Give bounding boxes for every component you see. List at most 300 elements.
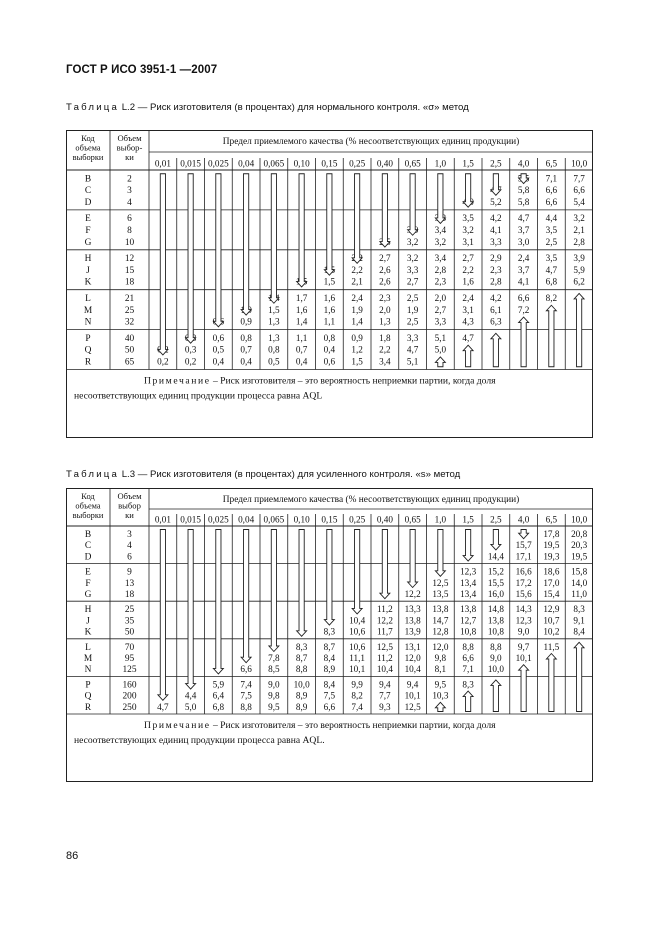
size-header-label: ки xyxy=(125,152,134,163)
risk-value: 0,4 xyxy=(323,344,336,355)
risk-value: 9,8 xyxy=(268,690,280,701)
risk-value: 2,7 xyxy=(434,304,447,315)
risk-value: 8,7 xyxy=(295,653,308,663)
aql-value: 0,40 xyxy=(376,514,393,525)
risk-value: 1,8 xyxy=(379,332,391,343)
code-letter: L xyxy=(85,293,91,304)
risk-value: 3,3 xyxy=(490,236,502,247)
risk-value: 11,0 xyxy=(571,589,587,599)
risk-value: 5,1 xyxy=(434,332,447,343)
risk-value: 0,8 xyxy=(240,332,252,343)
risk-value: 9,7 xyxy=(517,641,530,652)
aql-value: 1,0 xyxy=(434,514,447,525)
risk-value: 10,4 xyxy=(349,615,366,626)
risk-value: 9,4 xyxy=(406,679,419,690)
sample-size: 95 xyxy=(124,654,135,664)
code-header-label: выборки xyxy=(72,511,104,521)
risk-value: 1,6 xyxy=(323,292,336,303)
aql-value: 0,065 xyxy=(263,158,285,169)
risk-value: 12,5 xyxy=(404,701,421,712)
risk-value: 8,2 xyxy=(351,690,363,701)
risk-value: 0,7 xyxy=(295,344,308,355)
risk-value: 2,7 xyxy=(462,253,474,264)
aql-value: 0,025 xyxy=(208,158,229,169)
risk-value: 2,5 xyxy=(545,236,558,247)
aql-value: 2,5 xyxy=(490,514,502,525)
risk-value: 7,4 xyxy=(240,679,252,690)
risk-value: 1,2 xyxy=(351,344,363,355)
risk-value: 10,8 xyxy=(460,626,477,637)
risk-value: 9,5 xyxy=(434,679,447,690)
risk-value: 9,0 xyxy=(268,679,280,690)
table-note xyxy=(144,720,496,731)
sample-size: 200 xyxy=(122,691,137,702)
arrow-up-icon xyxy=(463,345,473,367)
risk-value: 4,7 xyxy=(545,264,558,275)
code-letter: P xyxy=(85,680,91,691)
risk-value: 15,4 xyxy=(543,589,560,599)
risk-value: 3,3 xyxy=(434,316,447,327)
risk-value: 6,8 xyxy=(212,701,225,712)
aql-value: 0,065 xyxy=(263,514,285,525)
risk-value: 12,0 xyxy=(432,641,449,652)
sample-size: 40 xyxy=(124,333,135,344)
risk-value: 8,5 xyxy=(268,664,280,675)
risk-value: 4,1 xyxy=(490,224,502,235)
risk-value: 8,9 xyxy=(295,690,308,701)
risk-value: 8,3 xyxy=(323,626,336,637)
risk-value: 2,0 xyxy=(379,304,391,315)
risk-value: 11,2 xyxy=(377,604,393,615)
sample-size: 50 xyxy=(124,345,135,356)
risk-value: 2,5 xyxy=(406,292,419,303)
risk-value: 2,7 xyxy=(406,276,419,287)
risk-value: 7,4 xyxy=(351,701,363,712)
risk-value: 14,0 xyxy=(571,577,588,588)
aql-title: Предел приемлемого качества (% несоответствующих единиц продукции) xyxy=(222,495,520,505)
risk-value: 9,0 xyxy=(517,626,530,637)
risk-value: 8,4 xyxy=(573,626,585,637)
risk-value: 12,0 xyxy=(404,653,421,663)
risk-value: 3,2 xyxy=(434,236,447,247)
arrow-down-icon xyxy=(241,530,251,663)
arrow-down-icon xyxy=(380,530,390,599)
risk-value: 0,2 xyxy=(157,356,169,367)
risk-value: 11,2 xyxy=(377,653,393,663)
arrow-up-icon xyxy=(463,691,473,711)
risk-value: 3,1 xyxy=(462,236,474,247)
risk-value: 4,4 xyxy=(545,213,558,224)
arrow-down-icon xyxy=(186,174,196,343)
risk-value: 17,1 xyxy=(515,551,532,562)
document-header: ГОСТ Р ИСО 3951-1 —2007 xyxy=(66,64,218,76)
risk-value: 8,3 xyxy=(462,679,474,690)
risk-value: 7,7 xyxy=(379,690,391,701)
code-letter: J xyxy=(86,616,90,627)
risk-value: 1,5 xyxy=(268,304,280,315)
code-letter: C xyxy=(84,541,92,552)
risk-value: 13,9 xyxy=(404,626,421,637)
risk-value: 13,4 xyxy=(460,577,477,588)
table-l2 xyxy=(66,130,593,438)
risk-value: 5,0 xyxy=(184,701,197,712)
risk-value: 10,0 xyxy=(293,679,310,690)
aql-value: 0,65 xyxy=(404,158,421,169)
risk-value: 11,7 xyxy=(377,626,393,637)
code-letter: L xyxy=(85,642,91,653)
aql-value: 6,5 xyxy=(545,514,558,525)
arrow-down-icon xyxy=(213,174,223,327)
risk-value: 0,5 xyxy=(212,344,225,355)
risk-value: 16,0 xyxy=(487,589,504,599)
risk-value: 3,3 xyxy=(406,332,419,343)
risk-value: 7,1 xyxy=(545,173,558,184)
aql-value: 2,5 xyxy=(490,158,502,169)
risk-value: 4,7 xyxy=(517,213,530,224)
caption-word: Таблица xyxy=(66,469,120,480)
code-header-label: объема xyxy=(75,143,101,153)
caption-text: L.2 — Риск изготовителя (в процентах) для нормального контроля. «σ» метод xyxy=(121,102,469,113)
aql-value: 0,04 xyxy=(238,514,255,525)
risk-value: 0,4 xyxy=(240,356,252,367)
aql-value: 1,0 xyxy=(434,158,447,169)
risk-value: 6,6 xyxy=(240,664,252,675)
risk-value: 0,8 xyxy=(268,344,280,355)
risk-value: 5,9 xyxy=(212,679,225,690)
risk-value: 12,3 xyxy=(515,615,532,626)
risk-value: 10,4 xyxy=(376,664,393,675)
arrow-up-icon xyxy=(435,702,445,711)
risk-value: 4,2 xyxy=(490,292,502,303)
arrow-down-icon xyxy=(213,530,223,674)
aql-value: 0,15 xyxy=(321,158,338,169)
aql-value: 0,01 xyxy=(154,514,171,525)
aql-value: 4,0 xyxy=(517,158,530,169)
risk-value: 8,1 xyxy=(434,664,447,675)
risk-value: 13,3 xyxy=(404,604,421,615)
aql-value: 10,0 xyxy=(571,514,588,525)
risk-value: 15,6 xyxy=(515,589,532,599)
aql-value: 4,0 xyxy=(517,514,530,525)
risk-value: 10,8 xyxy=(487,626,504,637)
risk-value: 4,4 xyxy=(184,690,197,701)
risk-value: 8,2 xyxy=(545,292,558,303)
risk-value: 7,1 xyxy=(462,664,474,675)
risk-value: 9,5 xyxy=(268,701,280,712)
code-letter: N xyxy=(84,317,92,328)
code-letter: D xyxy=(84,552,92,563)
code-letter: H xyxy=(84,254,92,265)
arrow-up-icon xyxy=(519,665,529,712)
aql-value: 10,0 xyxy=(571,158,588,169)
sample-size: 4 xyxy=(127,197,132,208)
risk-value: 2,6 xyxy=(379,264,391,275)
risk-value: 18,6 xyxy=(543,566,560,577)
risk-value: 1,9 xyxy=(406,304,419,315)
risk-value: 3,2 xyxy=(406,253,419,264)
risk-value: 12,7 xyxy=(460,615,477,626)
risk-value: 10,4 xyxy=(404,664,421,675)
risk-value: 1,1 xyxy=(295,332,308,343)
sample-size: 32 xyxy=(124,317,135,328)
code-letter: K xyxy=(84,627,92,638)
sample-size: 9 xyxy=(127,567,132,578)
risk-value: 2,5 xyxy=(406,316,419,327)
risk-value: 8,8 xyxy=(462,641,474,652)
arrow-up-icon xyxy=(546,305,556,367)
risk-value: 1,9 xyxy=(351,304,363,315)
risk-value: 13,8 xyxy=(460,604,477,615)
risk-value: 11,1 xyxy=(349,653,365,663)
risk-value: 4,7 xyxy=(406,344,419,355)
code-letter: Q xyxy=(84,345,92,356)
risk-value: 0,5 xyxy=(268,356,280,367)
aql-value: 0,10 xyxy=(293,158,310,169)
risk-value: 15,2 xyxy=(487,566,504,577)
code-letter: E xyxy=(85,567,91,578)
sample-size: 15 xyxy=(124,265,135,276)
risk-value: 17,0 xyxy=(543,577,560,588)
aql-value: 0,25 xyxy=(349,158,366,169)
risk-value: 2,6 xyxy=(379,276,391,287)
code-letter: G xyxy=(84,590,92,600)
arrow-down-icon xyxy=(269,174,279,304)
aql-value: 0,015 xyxy=(180,514,201,525)
risk-value: 6,4 xyxy=(212,690,225,701)
code-letter: M xyxy=(83,305,93,316)
risk-value: 13,8 xyxy=(487,615,504,626)
code-letter: N xyxy=(84,665,92,676)
code-letter: B xyxy=(84,174,92,185)
risk-value: 10,1 xyxy=(349,664,366,675)
risk-value: 0,4 xyxy=(212,356,225,367)
risk-value: 6,6 xyxy=(517,292,530,303)
sample-size: 160 xyxy=(122,680,137,691)
risk-value: 9,1 xyxy=(573,615,585,626)
risk-value: 8,7 xyxy=(323,641,336,652)
risk-value: 6,6 xyxy=(573,185,585,196)
sample-size: 13 xyxy=(124,578,135,589)
sample-size: 6 xyxy=(127,214,132,225)
risk-value: 10,1 xyxy=(404,690,421,701)
risk-value: 1,4 xyxy=(295,316,308,327)
risk-value: 9,8 xyxy=(434,653,447,663)
risk-value: 11,5 xyxy=(543,641,560,652)
aql-value: 1,5 xyxy=(462,158,474,169)
risk-value: 2,4 xyxy=(517,253,530,264)
risk-value: 6,2 xyxy=(573,276,585,287)
aql-value: 0,15 xyxy=(321,514,338,525)
size-header-label: выбор- xyxy=(116,142,143,153)
risk-value: 5,1 xyxy=(406,356,419,367)
risk-value: 0,4 xyxy=(295,356,308,367)
risk-value: 2,3 xyxy=(434,276,447,287)
sample-size: 12 xyxy=(124,254,135,265)
risk-value: 7,7 xyxy=(573,173,585,184)
note-text: – Риск изготовителя – это вероятность неприемки партии, когда доля xyxy=(210,720,496,731)
aql-value: 0,40 xyxy=(376,158,393,169)
table-note xyxy=(144,376,496,387)
code-letter: R xyxy=(84,702,92,713)
code-letter: R xyxy=(84,357,92,368)
risk-value: 13,5 xyxy=(432,589,449,599)
note-label: Примечание xyxy=(144,720,211,731)
risk-value: 0,2 xyxy=(184,356,197,367)
sample-size: 125 xyxy=(122,665,137,676)
risk-value: 0,6 xyxy=(212,332,225,343)
risk-value: 5,4 xyxy=(573,196,585,207)
risk-value: 7,5 xyxy=(240,690,252,701)
caption-text: L.3 — Риск изготовителя (в процентах) для усиленного контроля. «s» метод xyxy=(121,469,461,480)
aql-value: 0,10 xyxy=(293,514,310,525)
risk-value: 3,5 xyxy=(545,224,558,235)
arrow-down-icon xyxy=(297,174,307,287)
arrow-down-icon xyxy=(158,530,168,701)
risk-value: 1,3 xyxy=(268,332,280,343)
risk-value: 2,1 xyxy=(573,224,585,235)
arrow-down-icon xyxy=(297,530,307,637)
sample-size: 25 xyxy=(124,305,135,316)
aql-value: 6,5 xyxy=(545,158,558,169)
arrow-down-icon xyxy=(269,530,279,652)
risk-value: 2,8 xyxy=(490,276,502,287)
risk-value: 12,5 xyxy=(376,641,393,652)
risk-value: 6,6 xyxy=(462,653,474,663)
arrow-up-icon xyxy=(435,357,445,367)
aql-value: 0,25 xyxy=(349,514,366,525)
code-letter: Q xyxy=(84,691,92,702)
code-letter: P xyxy=(85,333,91,344)
code-letter: K xyxy=(84,277,92,288)
risk-value: 9,0 xyxy=(490,653,502,663)
risk-value: 14,4 xyxy=(487,551,504,562)
risk-value: 19,5 xyxy=(543,540,560,551)
risk-value: 1,5 xyxy=(351,356,363,367)
risk-value: 3,4 xyxy=(434,253,447,264)
risk-value: 2,4 xyxy=(462,292,474,303)
risk-value: 9,4 xyxy=(379,679,391,690)
risk-value: 9,3 xyxy=(379,701,391,712)
risk-value: 1,4 xyxy=(351,316,363,327)
arrow-down-icon xyxy=(324,174,334,275)
risk-value: 8,3 xyxy=(295,641,308,652)
code-letter: F xyxy=(85,578,91,589)
caption-word: Таблица xyxy=(66,102,120,113)
risk-value: 2,9 xyxy=(490,253,502,264)
risk-value: 10,0 xyxy=(487,664,504,675)
risk-value: 6,6 xyxy=(323,701,336,712)
sample-size: 18 xyxy=(124,590,135,600)
risk-value: 3,9 xyxy=(573,253,585,264)
risk-value: 3,4 xyxy=(434,224,447,235)
risk-value: 2,7 xyxy=(379,253,391,264)
code-header-label: Код xyxy=(81,134,95,143)
arrow-down-icon xyxy=(491,530,501,550)
note-text-line2: несоответствующих единиц продукции процесса равна AQL xyxy=(74,390,323,402)
aql-value: 0,01 xyxy=(154,158,171,169)
arrow-down-icon xyxy=(158,174,168,355)
risk-value: 12,9 xyxy=(543,604,560,615)
risk-value: 5,8 xyxy=(517,196,530,207)
risk-value: 0,3 xyxy=(184,344,197,355)
sample-size: 10 xyxy=(124,237,135,248)
risk-value: 16,6 xyxy=(515,566,532,577)
risk-value: 19,3 xyxy=(543,551,560,562)
risk-value: 0,9 xyxy=(240,316,252,327)
risk-value: 15,8 xyxy=(571,566,588,577)
risk-value: 5,2 xyxy=(490,196,502,207)
table-caption xyxy=(66,102,469,113)
risk-value: 2,3 xyxy=(379,292,391,303)
risk-value: 8,8 xyxy=(295,664,308,675)
risk-value: 12,2 xyxy=(376,615,393,626)
risk-value: 10,1 xyxy=(515,653,532,663)
risk-value: 13,8 xyxy=(432,604,449,615)
risk-value: 8,4 xyxy=(323,679,336,690)
arrow-down-icon xyxy=(324,530,334,626)
risk-value: 1,1 xyxy=(323,316,336,327)
risk-value: 14,7 xyxy=(432,615,449,626)
risk-value: 3,2 xyxy=(406,236,419,247)
risk-value: 6,3 xyxy=(490,316,502,327)
arrow-down-icon xyxy=(519,530,529,539)
risk-value: 1,6 xyxy=(323,304,336,315)
arrow-up-icon xyxy=(574,293,584,366)
note-text: – Риск изготовителя – это вероятность неприемки партии, когда доля xyxy=(210,375,496,387)
risk-value: 5,9 xyxy=(573,264,585,275)
sample-size: 35 xyxy=(124,616,135,627)
risk-value: 0,8 xyxy=(323,332,336,343)
code-letter: J xyxy=(86,265,90,276)
sample-size: 6 xyxy=(127,552,132,563)
arrow-up-icon xyxy=(491,333,501,366)
risk-value: 2,2 xyxy=(462,264,474,275)
risk-value: 5,0 xyxy=(434,344,447,355)
code-letter: G xyxy=(84,237,92,248)
risk-value: 10,6 xyxy=(349,641,366,652)
risk-value: 5,8 xyxy=(517,185,530,196)
sample-size: 3 xyxy=(127,186,132,197)
arrow-down-icon xyxy=(241,174,251,315)
risk-value: 15,5 xyxy=(487,577,504,588)
risk-value: 4,2 xyxy=(490,213,502,224)
size-header-label: ки xyxy=(125,510,134,521)
risk-value: 20,8 xyxy=(571,529,588,539)
code-letter: F xyxy=(85,225,91,236)
code-letter: C xyxy=(84,186,92,197)
risk-value: 1,6 xyxy=(462,276,474,287)
risk-value: 9,9 xyxy=(351,679,363,690)
risk-value: 3,3 xyxy=(406,264,419,275)
risk-value: 10,3 xyxy=(432,690,449,701)
risk-value: 0,6 xyxy=(323,356,336,367)
risk-value: 7,8 xyxy=(268,653,280,663)
risk-value: 8,9 xyxy=(323,664,336,675)
risk-value: 1,5 xyxy=(323,276,336,287)
sample-size: 25 xyxy=(124,605,135,616)
aql-title: Предел приемлемого качества (% несоответствующих единиц продукции) xyxy=(222,137,520,147)
table-caption xyxy=(66,469,460,480)
size-header-label: Объем xyxy=(117,491,142,501)
arrow-down-icon xyxy=(435,530,445,577)
risk-value: 14,8 xyxy=(487,604,504,615)
risk-value: 2,2 xyxy=(379,344,391,355)
risk-value: 4,3 xyxy=(462,316,474,327)
sample-size: 70 xyxy=(124,642,135,653)
risk-value: 20,3 xyxy=(571,540,588,551)
risk-value: 14,3 xyxy=(515,604,532,615)
arrow-up-icon xyxy=(491,680,501,712)
